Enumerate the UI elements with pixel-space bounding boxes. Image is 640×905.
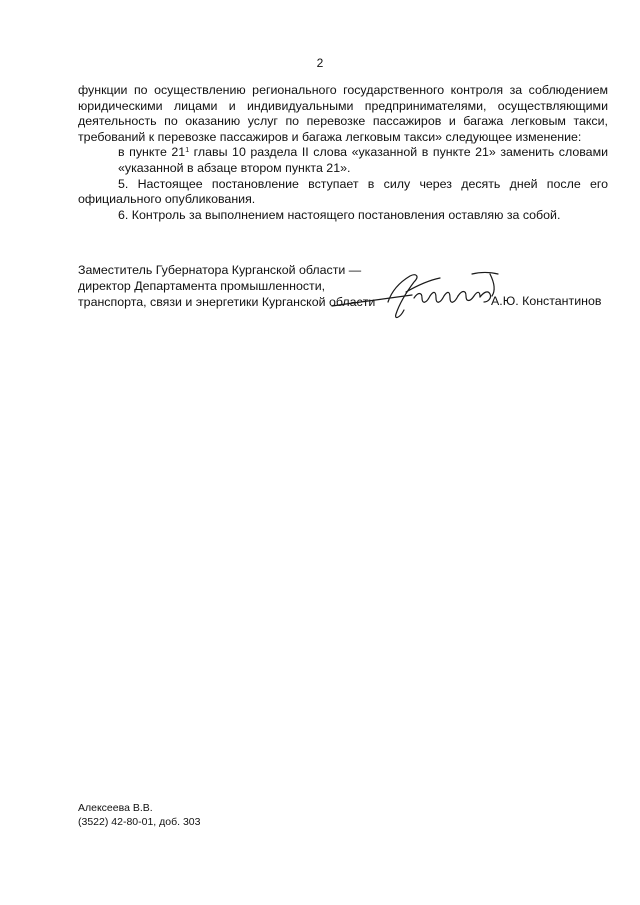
paragraph-item-5: 5. Настоящее постановление вступает в силу через десять дней после его официального опубликования. — [78, 176, 608, 207]
contact-name: Алексеева В.В. — [78, 802, 153, 814]
amendment-text-end: главы 10 раздела II слова «указанной в пункте 21» заменить словами «указанной в абзаце втором пункта 21». — [118, 145, 609, 175]
signer-name: А.Ю. Константинов — [491, 294, 602, 308]
superscript-index: 1 — [185, 147, 190, 155]
page-number: 2 — [316, 56, 324, 70]
signer-title-line-3: транспорта, связи и энергетики Курганской области — [78, 295, 376, 309]
paragraph-continuation: функции по осуществлению регионального государственного контроля за соблюдением юридическими лицами и индивидуальными предпринимателями, осуществляющими деятельность по оказанию услуг по перевозке пассажиров и багажа легковым такси, требований к перевозке пассажиров и багажа легковым такси» следующее изменение: — [78, 83, 608, 144]
contact-block — [78, 801, 200, 829]
handwritten-signature — [330, 262, 505, 332]
signer-title-line-2: директор Департамента промышленности, — [78, 279, 326, 293]
paragraph-amendment — [78, 145, 608, 176]
contact-phone: (3522) 42-80-01, доб. 303 — [78, 816, 201, 828]
amendment-text-start: в пункте 21 — [118, 145, 186, 160]
signer-title-line-1: Заместитель Губернатора Курганской области — — [78, 263, 362, 277]
paragraph-item-6: 6. Контроль за выполнением настоящего постановления оставляю за собой. — [118, 207, 561, 222]
document-body — [78, 83, 608, 223]
